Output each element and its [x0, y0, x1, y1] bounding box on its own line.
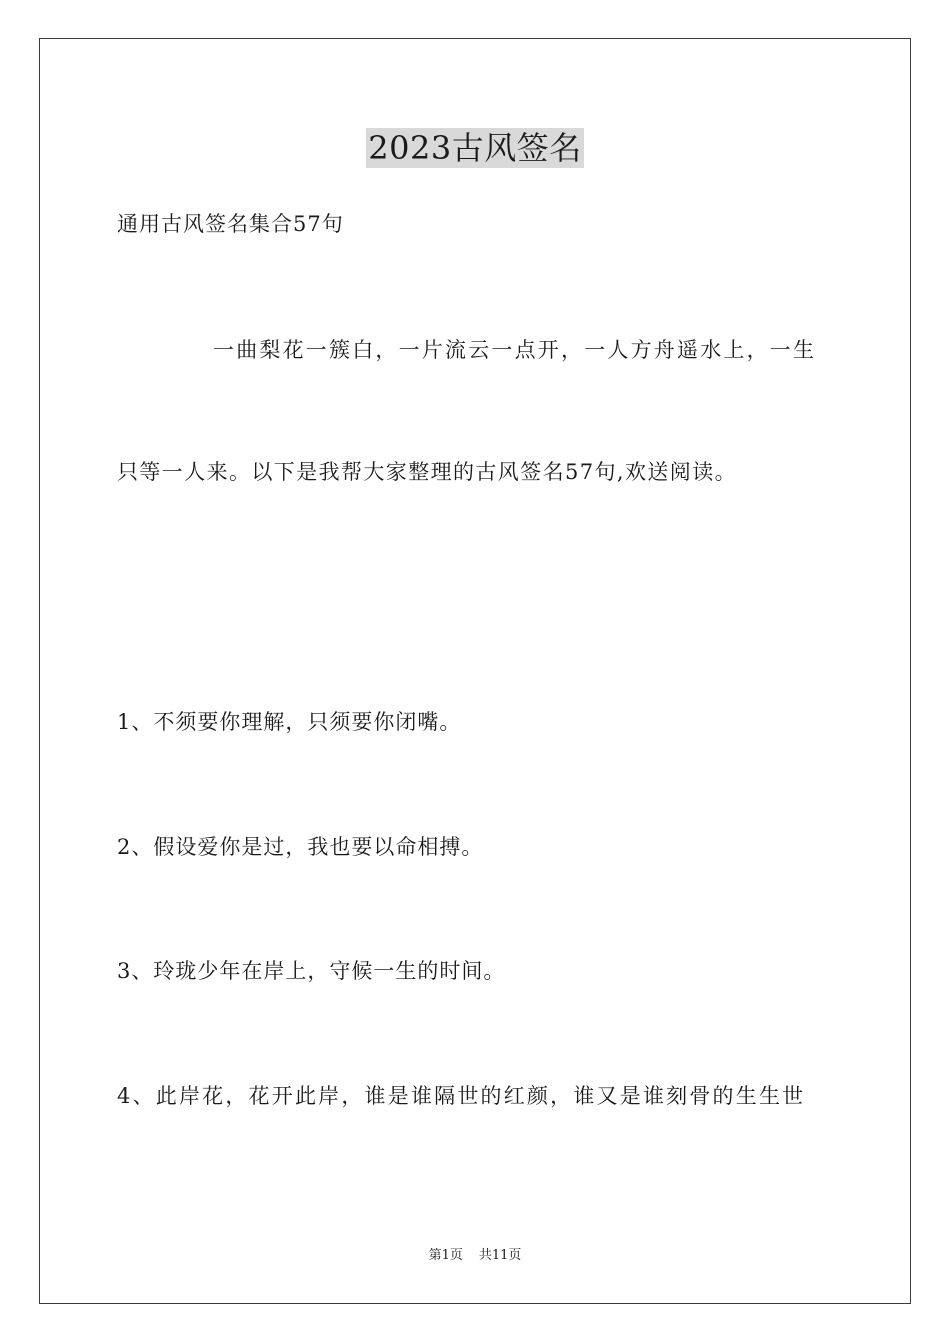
list-item: 2、假设爱你是过，我也要以命相搏。	[117, 835, 484, 859]
list-item: 4、此岸花，花开此岸，谁是谁隔世的红颜，谁又是谁刻骨的生生世	[117, 1084, 806, 1108]
list-item: 3、玲珑少年在岸上，守候一生的时间。	[117, 959, 506, 983]
list-item: 1、不须要你理解，只须要你闭嘴。	[117, 710, 462, 734]
intro-paragraph-line-1: 一曲梨花一簇白，一片流云一点开，一人方舟遥水上，一生	[213, 338, 817, 362]
page-footer	[0, 1247, 950, 1265]
intro-paragraph-line-2: 只等一人来。以下是我帮大家整理的古风签名57句,欢送阅读。	[117, 460, 737, 484]
document-subtitle: 通用古风签名集合57句	[117, 212, 344, 236]
page-total: 共11页	[478, 1248, 522, 1263]
document-title	[0, 128, 950, 168]
document-title-text: 2023古风签名	[368, 129, 582, 167]
page-number: 第1页	[428, 1248, 463, 1263]
